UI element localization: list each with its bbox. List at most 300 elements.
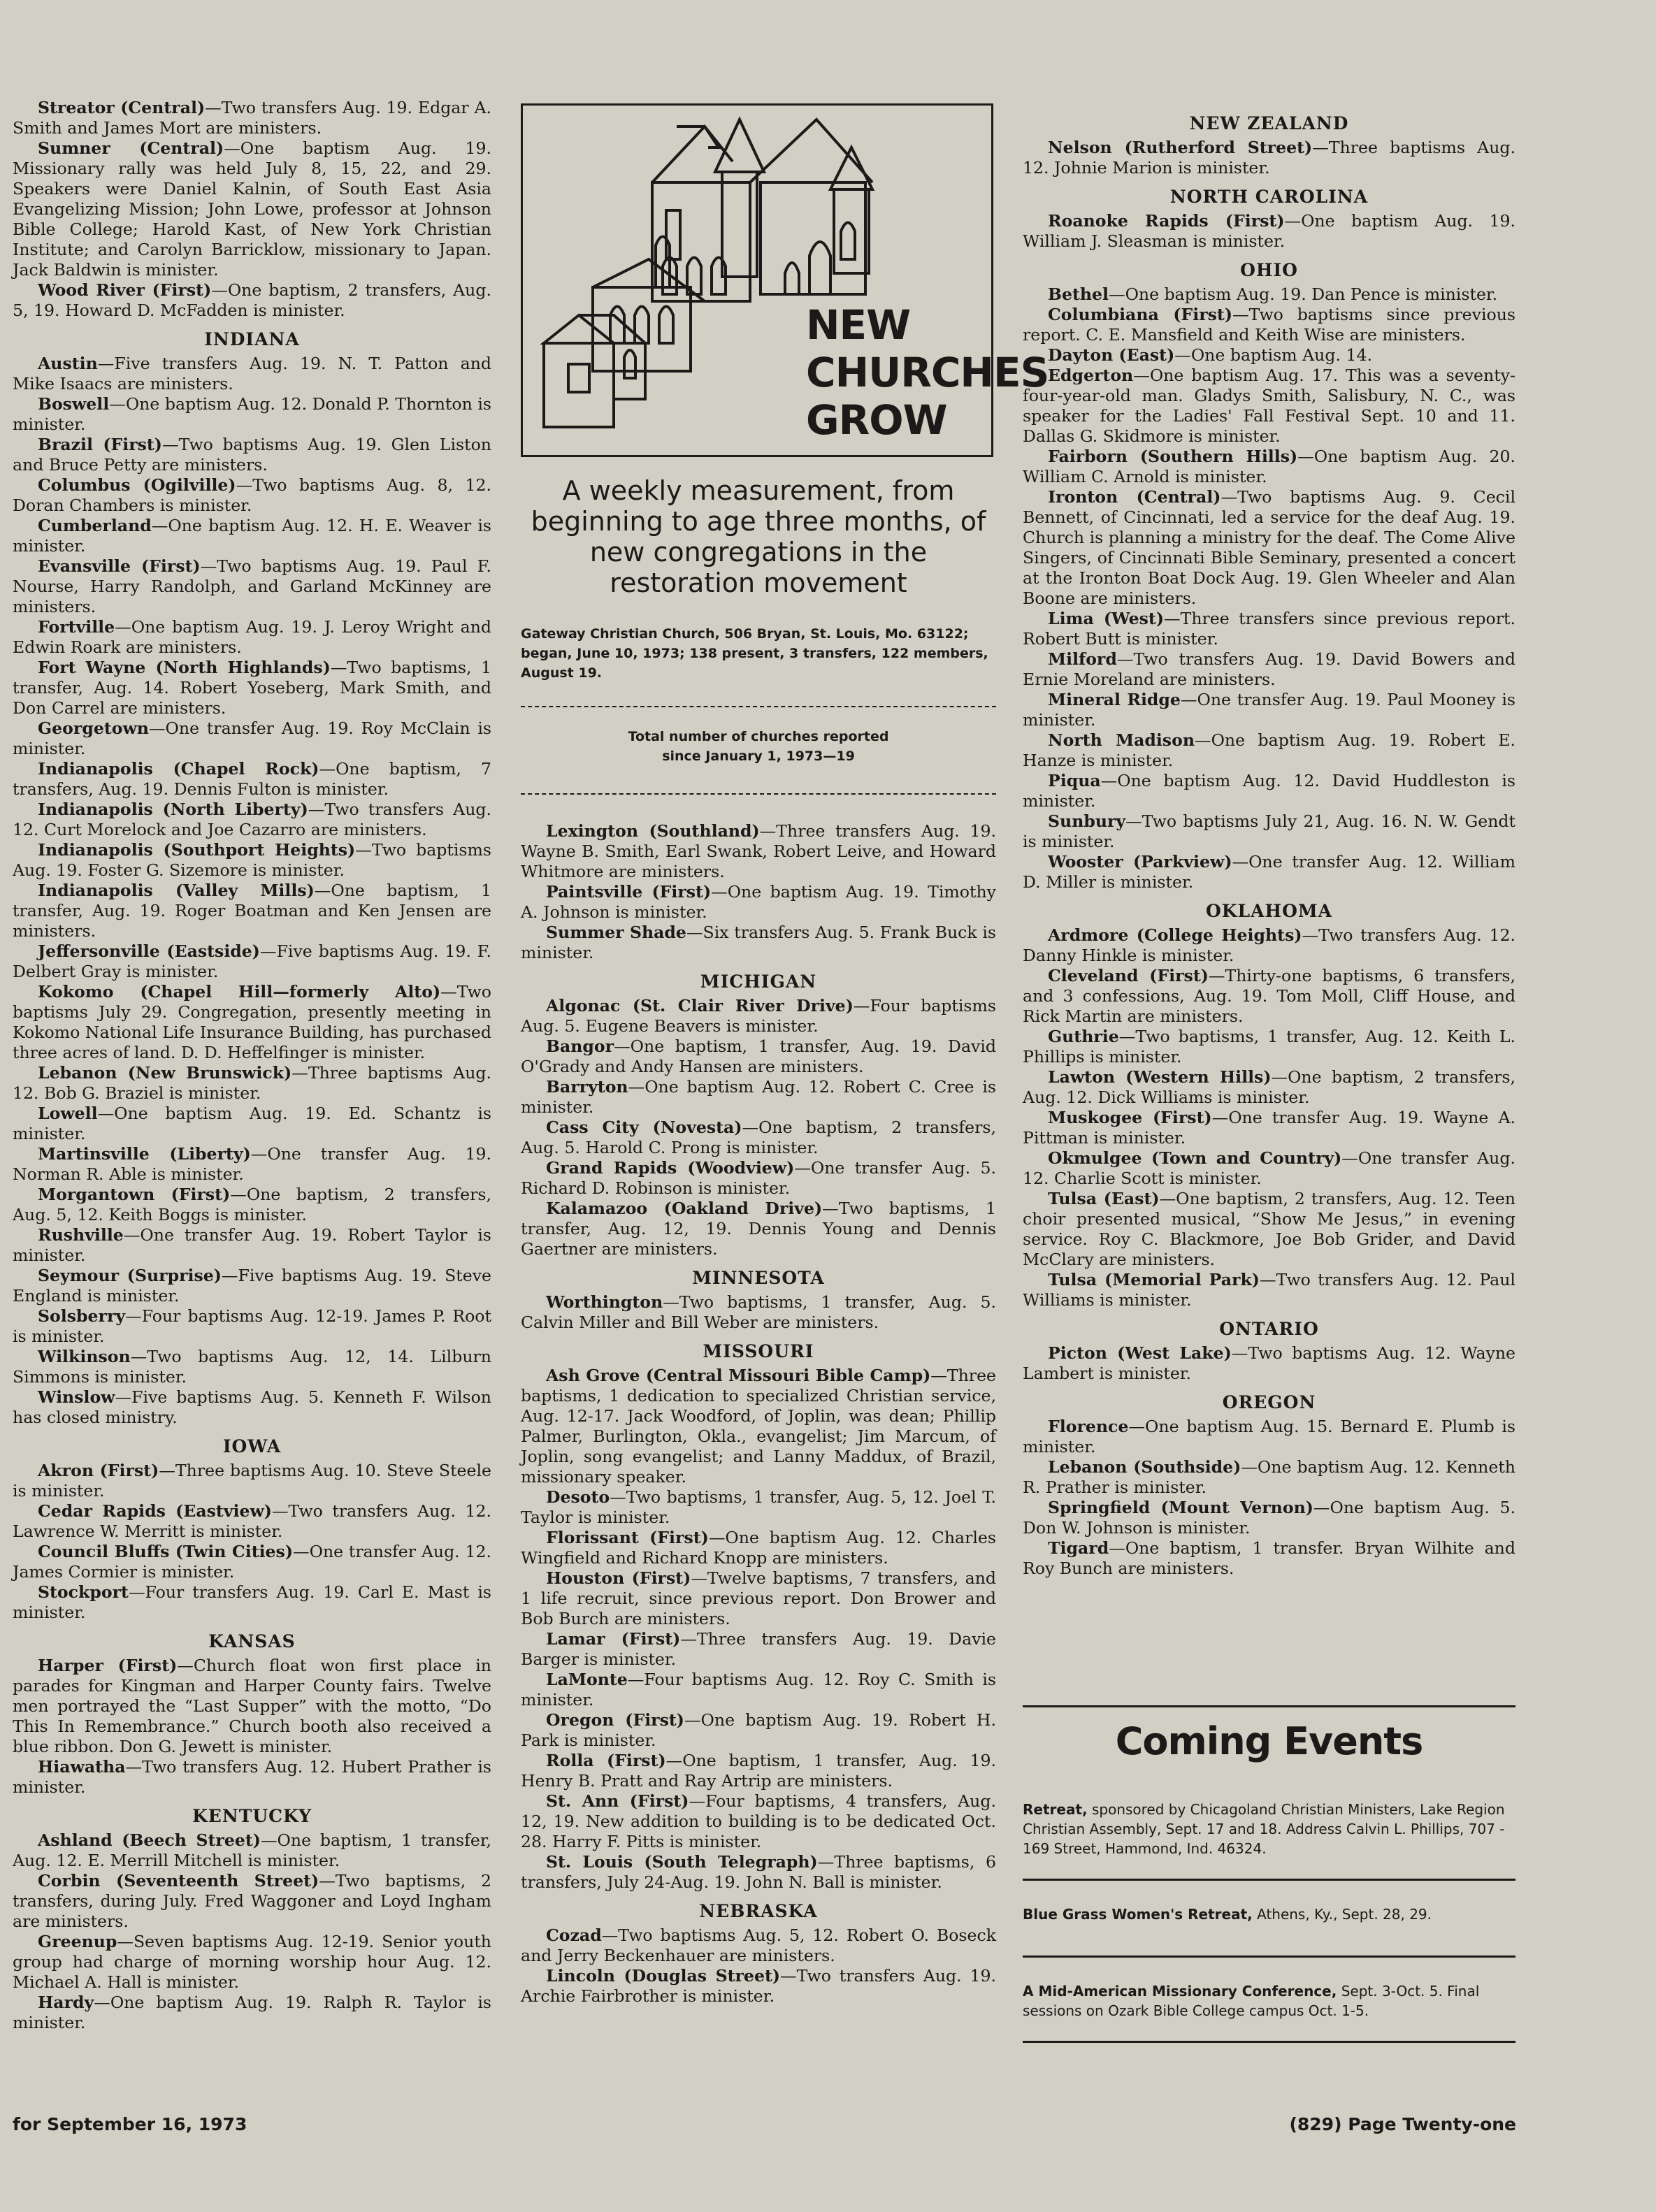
church-report-entry <box>1023 730 1515 771</box>
church-report-entry <box>13 718 491 759</box>
church-report-entry <box>13 1757 491 1798</box>
church-name: Summer Shade <box>546 923 686 942</box>
church-report-text: —One baptism Aug. 12. Kenneth R. Prather is minister. <box>1023 1457 1515 1497</box>
church-report-entry <box>521 1852 996 1893</box>
church-report-text: —Two baptisms Aug. 9. Cecil Bennett, of Cincinnati, led a service for the deaf Aug. 19. Church is planning a ministry for the deaf. The Come Alive Singers, of Cincinnati Bible Seminary, presented a concert at the Ironton Boat Dock Aug. 19. Glen Wheeler and Alan Boone are ministers. <box>1023 487 1515 608</box>
church-report-text: —One baptism, 2 transfers, Aug. 5. Harold C. Prong is minister. <box>521 1118 996 1157</box>
church-report-text: —Four baptisms Aug. 12. Roy C. Smith is minister. <box>521 1670 996 1709</box>
church-report-text: —Two transfers Aug. 12. Lawrence W. Merritt is minister. <box>13 1501 491 1541</box>
church-name: Seymour (Surprise) <box>38 1266 222 1285</box>
church-report-text: —Five baptisms Aug. 5. Kenneth F. Wilson has closed ministry. <box>13 1387 491 1427</box>
logo-line-new: NEW <box>806 301 911 349</box>
church-report-entry <box>13 1144 491 1185</box>
church-report-entry <box>1023 305 1515 345</box>
church-report-entry <box>13 800 491 840</box>
church-report-entry <box>1023 1343 1515 1384</box>
church-report-text: —Two baptisms Aug. 8, 12. Doran Chambers is minister. <box>13 475 491 515</box>
church-report-entry <box>521 1036 996 1077</box>
church-name: Piqua <box>1048 771 1101 790</box>
church-report-entry <box>13 1656 491 1757</box>
church-name: Guthrie <box>1048 1027 1119 1046</box>
church-report-text: —Three transfers since previous report. Robert Butt is minister. <box>1023 609 1515 649</box>
church-report-text: —One baptism Aug. 19. Dan Pence is minister. <box>1108 284 1498 304</box>
church-report-text: —One baptism Aug. 12. H. E. Weaver is minister. <box>13 516 491 556</box>
church-report-entry <box>1023 447 1515 487</box>
dashed-divider <box>521 793 996 795</box>
state-heading: OHIO <box>1240 260 1298 280</box>
church-report-entry <box>13 98 491 138</box>
coming-events-title: Coming Events <box>1115 1719 1423 1763</box>
church-report-text: —One baptism Aug. 19. Ralph R. Taylor is minister. <box>13 1993 491 2032</box>
church-name: Cleveland (First) <box>1048 966 1209 985</box>
church-report-entry <box>13 1185 491 1225</box>
church-report-entry <box>1023 1108 1515 1148</box>
church-report-entry <box>13 941 491 982</box>
church-name: Cass City (Novesta) <box>546 1118 742 1137</box>
church-report-entry <box>521 1366 996 1487</box>
church-report-entry <box>1023 1148 1515 1189</box>
church-report-text: —One baptism, 7 transfers, Aug. 19. Dennis Fulton is minister. <box>13 759 491 799</box>
state-heading: OREGON <box>1222 1392 1316 1412</box>
right-column <box>1023 105 1515 1579</box>
church-name: Kalamazoo (Oakland Drive) <box>546 1199 823 1218</box>
state-heading: NEBRASKA <box>699 1901 818 1921</box>
church-name: Harper (First) <box>38 1656 178 1675</box>
church-name: Columbiana (First) <box>1048 305 1232 324</box>
church-name: Cedar Rapids (Eastview) <box>38 1501 272 1521</box>
church-report-text: —One baptism Aug. 12. Charles Wingfield and Richard Knopp are ministers. <box>521 1528 996 1568</box>
church-report-entry <box>1023 852 1515 892</box>
church-name: Oregon (First) <box>546 1710 684 1730</box>
church-report-entry <box>1023 771 1515 811</box>
church-report-entry <box>521 1925 996 1966</box>
church-report-entry <box>521 1629 996 1670</box>
church-report-entry <box>13 1932 491 1993</box>
church-report-entry <box>1023 1270 1515 1310</box>
church-name: Springfield (Mount Vernon) <box>1048 1498 1313 1517</box>
church-name: Milford <box>1048 649 1117 669</box>
new-churches-grow-logo <box>521 103 1049 457</box>
church-name: Jeffersonville (Eastside) <box>38 941 260 961</box>
church-report-entry <box>13 556 491 617</box>
church-report-text: —Two baptisms July 21, Aug. 16. N. W. Gendt is minister. <box>1023 811 1515 851</box>
church-report-text: —One baptism Aug. 12. Donald P. Thornton is minister. <box>13 394 491 434</box>
church-name: Barryton <box>546 1077 628 1097</box>
church-name: Lamar (First) <box>546 1629 681 1649</box>
church-report-entry <box>1023 649 1515 690</box>
church-report-text: —Twelve baptisms, 7 transfers, and 1 life recruit, since previous report. Don Brower and Bob Burch are ministers. <box>521 1568 996 1628</box>
church-name: Sunbury <box>1048 811 1126 831</box>
church-name: Desoto <box>546 1487 610 1507</box>
church-report-text: —Three baptisms Aug. 12. Johnie Marion is minister. <box>1023 138 1515 178</box>
church-name: Winslow <box>38 1387 115 1407</box>
feature-tagline: A weekly measurement, from beginning to age three months, of new congregations in the restoration movement <box>531 475 986 598</box>
state-heading: MICHIGAN <box>700 971 817 992</box>
church-report-text: —One baptism Aug. 19. Missionary rally was held July 8, 15, 22, and 29. Speakers were Daniel Kalnin, of South East Asia Evangelizing Mission; John Lowe, professor at Johnson Bible College; Harold Kast, of New York Christian Institute; and Carolyn Barricklow, missionary to Japan. Jack Baldwin is minister. <box>13 138 491 280</box>
church-report-text: —One baptism Aug. 5. Don W. Johnson is minister. <box>1023 1498 1515 1538</box>
church-report-entry <box>521 1487 996 1528</box>
church-name: Georgetown <box>38 718 149 738</box>
church-report-text: —Three baptisms, 1 dedication to specialized Christian service, Aug. 12-17. Jack Woodford, of Joplin, was dean; Phillip Palmer, Burlington, Okla., evangelist; Jim Marcum, of Joplin, song evangelist; and Lanny Maddux, of Brazil, missionary speaker. <box>521 1366 996 1487</box>
church-report-text: —Two baptisms Aug. 5, 12. Robert O. Boseck and Jerry Beckenhauer are ministers. <box>521 1925 996 1965</box>
middle-column <box>521 821 996 2007</box>
state-heading: NEW ZEALAND <box>1189 113 1349 133</box>
church-report-text: —Two transfers Aug. 12. Hubert Prather is minister. <box>13 1757 491 1797</box>
church-report-entry <box>1023 487 1515 609</box>
church-report-entry <box>13 1225 491 1266</box>
church-report-text: —One baptism Aug. 19. Robert H. Park is minister. <box>521 1710 997 1750</box>
church-report-text: —One baptism Aug. 19. J. Leroy Wright and Edwin Roark are ministers. <box>13 617 491 657</box>
church-report-text: —One transfer Aug. 19. Wayne A. Pittman is minister. <box>1023 1108 1515 1148</box>
church-report-text: —Two baptisms Aug. 19. Glen Liston and Bruce Petty are ministers. <box>13 435 491 475</box>
church-name: Lawton (Western Hills) <box>1048 1067 1272 1087</box>
church-report-text: —One baptism, 2 transfers, Aug. 5, 19. Howard D. McFadden is minister. <box>13 280 491 320</box>
state-heading: OKLAHOMA <box>1206 901 1332 921</box>
church-report-text: —Two transfers Aug. 12. Danny Hinkle is minister. <box>1023 925 1515 965</box>
church-report-text: —Five baptisms Aug. 19. Steve England is minister. <box>13 1266 491 1306</box>
logo-line-grow: GROW <box>806 396 947 444</box>
church-report-text: —Four baptisms, 4 transfers, Aug. 12, 19. New addition to building is to be dedicated Oct. 28. Harry F. Pitts is minister. <box>521 1791 996 1851</box>
church-report-entry <box>13 658 491 718</box>
church-name: Columbus (Ogilville) <box>38 475 236 495</box>
church-report-text: —Two baptisms, 2 transfers, during July. Fred Waggoner and Loyd Ingham are ministers. <box>13 1871 491 1931</box>
church-report-text: —One transfer Aug. 19. Paul Mooney is minister. <box>1023 690 1516 730</box>
church-name: St. Louis (South Telegraph) <box>546 1852 818 1872</box>
church-name: Lebanon (New Brunswick) <box>38 1063 292 1083</box>
church-name: Grand Rapids (Woodview) <box>546 1158 795 1178</box>
church-report-text: —Four baptisms Aug. 12-19. James P. Root is minister. <box>13 1306 491 1346</box>
church-report-entry <box>1023 811 1515 852</box>
church-name: Cozad <box>546 1925 602 1945</box>
total-churches-reported <box>521 727 996 766</box>
church-report-text: —Seven baptisms Aug. 12-19. Senior youth group had charge of morning worship hour Aug. 12. Michael A. Hall is minister. <box>13 1932 491 1992</box>
church-report-entry <box>521 923 996 963</box>
church-name: Worthington <box>546 1292 663 1312</box>
church-report-text: —Four baptisms Aug. 5. Eugene Beavers is minister. <box>521 996 996 1036</box>
church-report-text: —Two baptisms, 1 transfer, Aug. 5, 12. Joel T. Taylor is minister. <box>521 1487 996 1527</box>
church-report-entry <box>13 1387 491 1428</box>
church-name: Hardy <box>38 1993 94 2012</box>
church-report-entry <box>521 821 996 882</box>
church-report-entry <box>521 1670 996 1710</box>
footer-date: for September 16, 1973 <box>13 2114 247 2134</box>
church-report-entry <box>13 435 491 475</box>
church-report-entry <box>521 1528 996 1568</box>
church-report-entry <box>13 1306 491 1347</box>
church-name: Boswell <box>38 394 110 414</box>
footer-page-number: (829) Page Twenty-one <box>1289 2114 1516 2134</box>
gateway-church-info: Gateway Christian Church, 506 Bryan, St. Louis, Mo. 63122; began, June 10, 1973; 138 present, 3 transfers, 122 members, August 19. <box>521 626 988 681</box>
church-report-text: —Three baptisms Aug. 12. Bob G. Braziel is minister. <box>13 1063 491 1103</box>
church-name: Dayton (East) <box>1048 345 1175 365</box>
church-report-entry <box>13 617 491 658</box>
church-name: Indianapolis (Chapel Rock) <box>38 759 319 779</box>
church-name: Paintsville (First) <box>546 882 712 902</box>
church-report-entry <box>13 138 491 280</box>
church-report-entry <box>521 1751 996 1791</box>
church-name: Bethel <box>1048 284 1109 304</box>
church-report-text: —Two transfers Aug. 12. Curt Morelock and Joe Cazarro are ministers. <box>13 800 491 839</box>
state-heading: MINNESOTA <box>692 1268 825 1288</box>
church-report-text: —Two baptisms Aug. 19. Paul F. Nourse, Harry Randolph, and Garland McKinney are ministers. <box>13 556 491 616</box>
church-report-entry <box>13 840 491 881</box>
church-report-entry <box>521 1118 996 1158</box>
church-report-entry <box>13 1871 491 1932</box>
church-report-text: —One baptism Aug. 15. Bernard E. Plumb is minister. <box>1023 1417 1515 1456</box>
church-report-entry <box>1023 609 1515 649</box>
church-report-entry <box>1023 1027 1515 1067</box>
church-report-text: —One transfer Aug. 19. Robert Taylor is minister. <box>13 1225 491 1265</box>
church-report-text: —One baptism Aug. 14. <box>1174 345 1372 365</box>
church-name: Fort Wayne (North Highlands) <box>38 658 331 677</box>
church-name: Evansville (First) <box>38 556 201 576</box>
church-name: Fairborn (Southern Hills) <box>1048 447 1298 466</box>
church-name: Indianapolis (Southport Heights) <box>38 840 356 860</box>
church-report-entry <box>1023 1417 1515 1457</box>
church-name: Lowell <box>38 1104 98 1123</box>
church-report-text: —One baptism Aug. 12. Robert C. Cree is minister. <box>521 1077 996 1117</box>
church-report-entry <box>13 516 491 556</box>
church-name: Martinsville (Liberty) <box>38 1144 251 1164</box>
event-text: Athens, Ky., Sept. 28, 29. <box>1252 1906 1432 1923</box>
church-name: North Madison <box>1048 730 1195 750</box>
church-report-text: —Three transfers Aug. 19. Davie Barger is minister. <box>521 1629 996 1669</box>
church-report-entry <box>13 1582 491 1623</box>
church-report-entry <box>13 1542 491 1582</box>
church-report-entry <box>521 1568 996 1629</box>
church-report-entry <box>1023 138 1515 178</box>
church-report-entry <box>13 759 491 800</box>
church-report-text: —One transfer Aug. 19. Norman R. Able is minister. <box>13 1144 491 1184</box>
church-name: Kokomo (Chapel Hill—formerly Alto) <box>38 982 441 1002</box>
church-name: Okmulgee (Town and Country) <box>1048 1148 1342 1168</box>
church-report-entry <box>521 1158 996 1199</box>
church-report-entry <box>1023 690 1515 730</box>
church-report-text: —One baptism, 1 transfer, Aug. 19. Henry B. Pratt and Ray Artrip are ministers. <box>521 1751 996 1791</box>
church-report-text: —Two transfers Aug. 19. Archie Fairbrother is minister. <box>521 1966 996 2006</box>
church-report-text: —Three baptisms Aug. 10. Steve Steele is minister. <box>13 1461 491 1501</box>
church-name: Wood River (First) <box>38 280 212 300</box>
church-report-text: —One baptism Aug. 19. Ed. Schantz is minister. <box>13 1104 491 1143</box>
state-heading: MISSOURI <box>703 1341 814 1361</box>
church-name: Fortville <box>38 617 115 637</box>
church-name: Tulsa (East) <box>1048 1189 1160 1208</box>
church-name: Council Bluffs (Twin Cities) <box>38 1542 294 1561</box>
church-name: Rushville <box>38 1225 124 1245</box>
church-report-entry <box>1023 925 1515 966</box>
church-report-text: —One baptism Aug. 19. William J. Sleasman is minister. <box>1023 211 1516 251</box>
church-name: Lincoln (Douglas Street) <box>546 1966 781 1986</box>
total-line-2: since January 1, 1973—19 <box>662 749 855 764</box>
church-report-entry <box>521 1292 996 1333</box>
church-name: Mineral Ridge <box>1048 690 1181 709</box>
church-report-entry <box>521 882 996 923</box>
church-name: Austin <box>38 354 98 373</box>
church-report-entry <box>1023 1189 1515 1270</box>
church-name: Cumberland <box>38 516 152 535</box>
church-name: St. Ann (First) <box>546 1791 689 1811</box>
church-report-text: —One baptism, 2 transfers, Aug. 12. Teen choir presented musical, “Show Me Jesus,” in evening service. Roy C. Blackmore, Joe Bob Grider, and David McClary are ministers. <box>1023 1189 1515 1269</box>
church-name: Sumner (Central) <box>38 138 224 158</box>
church-name: Bangor <box>546 1036 614 1056</box>
church-report-entry <box>13 1830 491 1871</box>
church-report-entry <box>13 1347 491 1387</box>
church-report-text: —One baptism Aug. 12. David Huddleston is minister. <box>1023 771 1515 811</box>
church-name: Indianapolis (North Liberty) <box>38 800 308 819</box>
church-report-text: —One baptism, 1 transfer, Aug. 12. E. Merrill Mitchell is minister. <box>13 1830 492 1870</box>
event-lead: A Mid-American Missionary Conference, <box>1023 1983 1337 2000</box>
church-report-entry <box>521 996 996 1036</box>
church-report-text: —Two transfers Aug. 19. David Bowers and Ernie Moreland are ministers. <box>1023 649 1515 689</box>
church-report-text: —One baptism, 2 transfers, Aug. 12. Dick Williams is minister. <box>1023 1067 1515 1107</box>
church-report-text: —Thirty-one baptisms, 6 transfers, and 3 confessions, Aug. 19. Tom Moll, Cliff House, and Rick Martin are ministers. <box>1023 966 1515 1026</box>
event-divider <box>1023 1956 1515 1958</box>
church-report-text: —One transfer Aug. 5. Richard D. Robinson is minister. <box>521 1158 996 1198</box>
church-name: Roanoke Rapids (First) <box>1048 211 1285 231</box>
church-report-text: —Two baptisms, 1 transfer, Aug. 14. Robert Yoseberg, Mark Smith, and Don Carrel are ministers. <box>13 658 491 718</box>
church-report-text: —Two baptisms, 1 transfer, Aug. 12. Keith L. Phillips is minister. <box>1023 1027 1515 1067</box>
church-report-text: —One transfer Aug. 12. Charlie Scott is minister. <box>1023 1148 1515 1188</box>
event-text: Sept. 3-Oct. 5. Final sessions on Ozark Bible College campus Oct. 1-5. <box>1023 1983 1480 2019</box>
church-name: Streator (Central) <box>38 98 206 117</box>
church-report-text: —One baptism, 2 transfers, Aug. 5, 12. Keith Boggs is minister. <box>13 1185 491 1224</box>
event-text: sponsored by Chicagoland Christian Ministers, Lake Region Christian Assembly, Sept. 17 and 18. Address Calvin L. Phillips, 707 - 169 Street, Hammond, Ind. 46324. <box>1023 1801 1505 1857</box>
coming-event-item <box>1023 1981 1515 2021</box>
state-heading: INDIANA <box>204 329 300 349</box>
church-report-entry <box>521 1791 996 1852</box>
church-report-entry <box>13 881 491 941</box>
church-report-text: —One baptism Aug. 19. Timothy A. Johnson is minister. <box>521 882 996 922</box>
church-report-text: —Two baptisms Aug. 19. Foster G. Sizemore is minister. <box>13 840 491 880</box>
church-name: Brazil (First) <box>38 435 162 454</box>
church-name: Muskogee (First) <box>1048 1108 1212 1127</box>
church-report-entry <box>13 394 491 435</box>
church-name: Greenup <box>38 1932 117 1951</box>
church-report-text: —Two transfers Aug. 19. Edgar A. Smith and James Mort are ministers. <box>13 98 491 138</box>
church-report-text: —Two transfers Aug. 12. Paul Williams is minister. <box>1023 1270 1515 1310</box>
event-divider <box>1023 2041 1515 2043</box>
church-report-text: —Two baptisms Aug. 12, 14. Lilburn Simmons is minister. <box>13 1347 491 1387</box>
church-report-entry <box>13 280 491 321</box>
state-heading: IOWA <box>222 1436 282 1456</box>
logo-line-churches: CHURCHES <box>806 349 1049 396</box>
state-heading: KENTUCKY <box>192 1806 312 1826</box>
church-name: Indianapolis (Valley Mills) <box>38 881 315 900</box>
event-lead: Retreat, <box>1023 1801 1088 1818</box>
church-report-entry <box>1023 966 1515 1027</box>
church-report-entry <box>521 1966 996 2007</box>
total-line-1: Total number of churches reported <box>628 729 889 744</box>
church-name: Stockport <box>38 1582 129 1602</box>
church-name: Picton (West Lake) <box>1048 1343 1232 1363</box>
church-report-entry <box>13 475 491 516</box>
church-name: Ash Grove (Central Missouri Bible Camp) <box>546 1366 931 1385</box>
church-report-text: —One baptism, 1 transfer, Aug. 19. Roger Boatman and Ken Jensen are ministers. <box>13 881 491 941</box>
church-report-entry <box>521 1077 996 1118</box>
church-report-entry <box>1023 366 1515 447</box>
church-report-text: —Two baptisms since previous report. C. E. Mansfield and Keith Wise are ministers. <box>1023 305 1515 345</box>
church-name: Tigard <box>1048 1538 1109 1558</box>
church-report-text: —Two baptisms Aug. 12. Wayne Lambert is minister. <box>1023 1343 1515 1383</box>
church-name: Lebanon (Southside) <box>1048 1457 1241 1477</box>
church-report-text: —One baptism Aug. 17. This was a seventy-four-year-old man. Gladys Smith, Salisbury, N. C., was speaker for the Ladies' Fall Festival Sept. 10 and 11. Dallas G. Skidmore is minister. <box>1023 366 1515 446</box>
church-name: Lexington (Southland) <box>546 821 760 841</box>
dashed-divider <box>521 706 996 707</box>
church-name: Rolla (First) <box>546 1751 666 1770</box>
event-divider <box>1023 1879 1515 1881</box>
church-report-entry <box>521 1199 996 1259</box>
church-report-entry <box>13 1993 491 2033</box>
church-name: Houston (First) <box>546 1568 691 1588</box>
church-name: Florence <box>1048 1417 1129 1436</box>
church-report-text: —Two baptisms July 29. Congregation, presently meeting in Kokomo National Life Insurance Building, has purchased three acres of land. D. D. Heffelfinger is minister. <box>13 982 491 1062</box>
church-report-text: —Five baptisms Aug. 19. F. Delbert Gray is minister. <box>13 941 491 981</box>
church-report-text: —One transfer Aug. 12. James Cormier is minister. <box>13 1542 492 1582</box>
church-name: Solsberry <box>38 1306 126 1326</box>
church-name: Tulsa (Memorial Park) <box>1048 1270 1260 1289</box>
church-name: Wilkinson <box>38 1347 131 1366</box>
state-heading: KANSAS <box>208 1631 296 1651</box>
church-name: Hiawatha <box>38 1757 126 1777</box>
church-name: Wooster (Parkview) <box>1048 852 1232 872</box>
church-report-entry <box>1023 211 1515 252</box>
church-report-entry <box>1023 284 1515 305</box>
coming-events-top-rule <box>1023 1705 1515 1707</box>
church-report-entry <box>13 1104 491 1144</box>
church-report-entry <box>13 1063 491 1104</box>
church-name: Ashland (Beech Street) <box>38 1830 261 1850</box>
church-report-entry <box>1023 1498 1515 1538</box>
church-report-text: —Three transfers Aug. 19. Wayne B. Smith, Earl Swank, Robert Leive, and Howard Whitmore are ministers. <box>521 821 996 881</box>
church-report-text: —Church float won first place in parades for Kingman and Harper County fairs. Twelve men portrayed the “Last Supper” with the motto, “Do This In Remembrance.” Church booth also received a blue ribbon. Don G. Jewett is minister. <box>13 1656 491 1756</box>
church-name: Corbin (Seventeenth Street) <box>38 1871 319 1891</box>
coming-event-item <box>1023 1904 1515 1924</box>
church-report-text: —One baptism, 1 transfer. Bryan Wilhite and Roy Bunch are ministers. <box>1023 1538 1515 1578</box>
church-report-text: —Five transfers Aug. 19. N. T. Patton and Mike Isaacs are ministers. <box>13 354 491 393</box>
church-report-text: —One baptism, 1 transfer, Aug. 19. David O'Grady and Andy Hansen are ministers. <box>521 1036 996 1076</box>
church-name: Algonac (St. Clair River Drive) <box>546 996 854 1015</box>
church-report-text: —Two baptisms, 1 transfer, Aug. 12, 19. Dennis Young and Dennis Gaertner are ministers. <box>521 1199 996 1259</box>
church-report-entry <box>521 1710 996 1751</box>
left-column <box>13 98 491 2033</box>
church-name: Lima (West) <box>1048 609 1164 628</box>
church-report-entry <box>1023 345 1515 366</box>
church-report-entry <box>1023 1538 1515 1579</box>
church-report-text: —One baptism Aug. 20. William C. Arnold is minister. <box>1023 447 1515 486</box>
church-report-entry <box>1023 1457 1515 1498</box>
church-report-text: —One baptism Aug. 19. Robert E. Hanze is minister. <box>1023 730 1515 770</box>
church-report-entry <box>13 1461 491 1501</box>
church-name: Edgerton <box>1048 366 1134 385</box>
church-name: Morgantown (First) <box>38 1185 231 1204</box>
church-report-entry <box>1023 1067 1515 1108</box>
church-report-text: —Two baptisms, 1 transfer, Aug. 5. Calvin Miller and Bill Weber are ministers. <box>521 1292 996 1332</box>
church-report-text: —Six transfers Aug. 5. Frank Buck is minister. <box>521 923 996 962</box>
church-name: Nelson (Rutherford Street) <box>1048 138 1313 157</box>
state-heading: NORTH CAROLINA <box>1169 187 1369 207</box>
church-report-entry <box>13 1266 491 1306</box>
state-heading: ONTARIO <box>1219 1319 1319 1339</box>
church-name: Akron (First) <box>38 1461 159 1480</box>
church-report-text: —One transfer Aug. 12. William D. Miller is minister. <box>1023 852 1515 892</box>
church-report-entry <box>13 1501 491 1542</box>
church-name: Ardmore (College Heights) <box>1048 925 1302 945</box>
church-name: Ironton (Central) <box>1048 487 1221 507</box>
church-name: LaMonte <box>546 1670 628 1689</box>
church-report-text: —One transfer Aug. 19. Roy McClain is minister. <box>13 718 491 758</box>
church-report-entry <box>13 354 491 394</box>
church-report-text: —Four transfers Aug. 19. Carl E. Mast is minister. <box>13 1582 491 1622</box>
